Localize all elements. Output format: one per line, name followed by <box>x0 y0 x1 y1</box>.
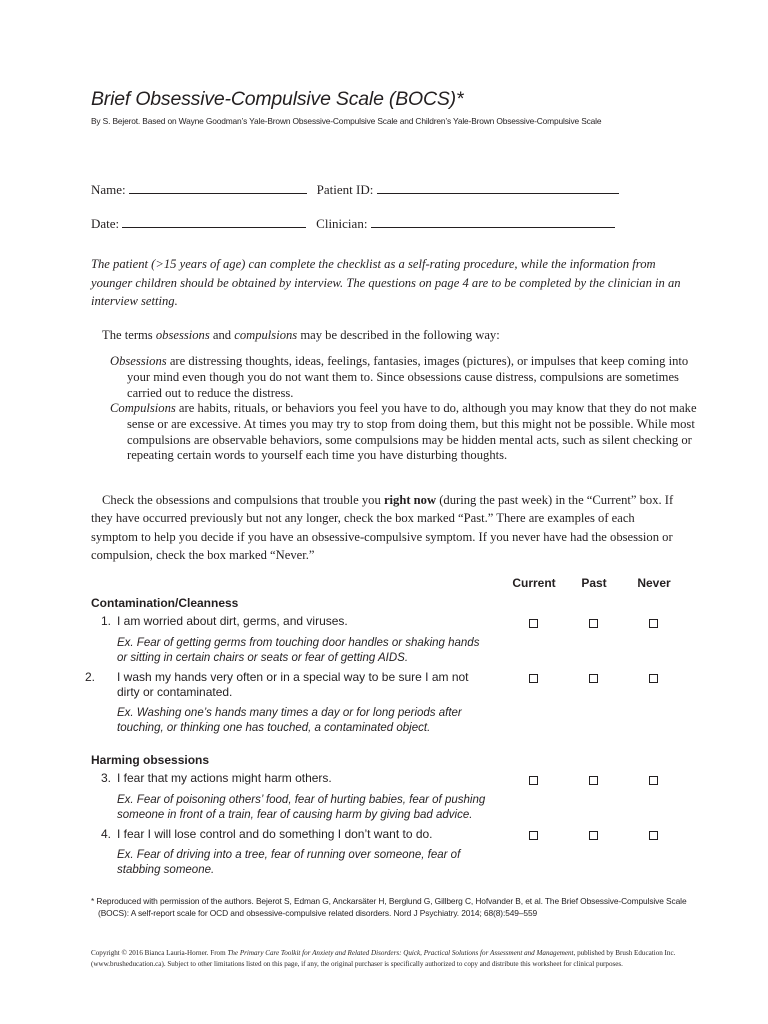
column-header-current: Current <box>512 576 556 590</box>
current-checkbox[interactable] <box>529 776 538 785</box>
question-item: 3. I fear that my actions might harm others. <box>101 771 332 785</box>
patient-id-label: Patient ID: <box>316 182 374 197</box>
current-checkbox[interactable] <box>529 619 538 628</box>
past-checkbox[interactable] <box>589 776 598 785</box>
never-checkbox[interactable] <box>649 619 658 628</box>
past-checkbox[interactable] <box>589 619 598 628</box>
name-field[interactable] <box>129 182 307 194</box>
name-patient-row <box>91 182 619 198</box>
question-item: 2. I wash my hands very often or in a special way to be sure I am not dirty or contaminated. <box>85 670 469 699</box>
name-label: Name: <box>91 182 126 197</box>
terms-paragraph: The terms obsessions and compulsions may be described in the following way: <box>102 328 500 342</box>
column-header-past: Past <box>581 576 607 590</box>
book-title: The Primary Care Toolkit for Anxiety and Related Disorders: Quick, Practical Solutions for Assessment and Management <box>227 949 574 957</box>
never-checkbox[interactable] <box>649 831 658 840</box>
section-heading-contamination: Contamination/Cleanness <box>91 596 239 610</box>
question-example: Ex. Washing one’s hands many times a day or for long periods after touching, or thinking one has touched, a contaminated object. <box>117 707 462 735</box>
date-field[interactable] <box>122 216 306 228</box>
current-checkbox[interactable] <box>529 674 538 683</box>
obsessions-definition: Obsessions are distressing thoughts, ideas, feelings, fantasies, images (pictures), or impulses that keep coming into your mind even though you do not want them to. Since obsessions cause distress, compulsions are sometimes carried out to reduce the distress. <box>110 354 689 400</box>
current-checkbox[interactable] <box>529 831 538 840</box>
past-checkbox[interactable] <box>589 831 598 840</box>
column-header-never: Never <box>637 576 671 590</box>
right-now-emphasis: right now <box>383 493 437 507</box>
obsessions-term: obsessions <box>155 328 210 342</box>
question-item: 1. I am worried about dirt, germs, and viruses. <box>101 614 348 628</box>
copyright-notice: Copyright © 2016 Bianca Lauria-Horner. From The Primary Care Toolkit for Anxiety and Related Disorders: Quick, Practical Solutions for Assessment and Management, published by Brush Education Inc. (www.brusheducation.ca). Subject to other limitations listed on this page, if any, the original purchaser is specifically authorized to copy and distribute this worksheet for clinical purposes. <box>91 949 676 968</box>
compulsions-definition: Compulsions are habits, rituals, or behaviors you feel you have to do, although you may know that they do not make sense or are excessive. At times you may try to stop from doing them, but this might not be possible. While most compulsions are observable behaviors, some compulsions may be hidden mental acts, such as silent checking or repeating certain words to yourself each time you have disturbing thoughts. <box>110 401 697 463</box>
instructions-paragraph: Check the obsessions and compulsions that trouble you right now (during the past week) in the “Current” box. If they have occurred previously but not any longer, check the box marked “Past.” There are examples of each symptom to help you decide if you have an obsessive-compulsive symptom. If you never have had the obsession or compulsion, check the box marked “Never.” <box>91 493 674 562</box>
section-heading-harming: Harming obsessions <box>91 753 210 767</box>
page-title: Brief Obsessive-Compulsive Scale (BOCS)* <box>91 88 464 110</box>
date-clinician-row <box>91 216 615 232</box>
intro-text: The patient (>15 years of age) can complete the checklist as a self-rating procedure, while the information from younger children should be obtained by interview. The questions on page 4 are to be completed by the clinician in an interview setting. <box>91 257 681 308</box>
compulsions-term: compulsions <box>234 328 298 342</box>
clinician-label: Clinician: <box>316 216 368 231</box>
date-label: Date: <box>91 216 120 231</box>
past-checkbox[interactable] <box>589 674 598 683</box>
never-checkbox[interactable] <box>649 674 658 683</box>
never-checkbox[interactable] <box>649 776 658 785</box>
byline: By S. Bejerot. Based on Wayne Goodman’s Yale-Brown Obsessive-Compulsive Scale and Children’s Yale-Brown Obsessive-Compulsive Scale <box>91 116 602 126</box>
question-example: Ex. Fear of poisoning others’ food, fear of hurting babies, fear of pushing someone in front of a train, fear of causing harm by giving bad advice. <box>117 794 486 822</box>
footnote: * Reproduced with permission of the authors. Bejerot S, Edman G, Anckarsäter H, Berglund G, Gillberg C, Hofvander B, et al. The Brief Obsessive-Compulsive Scale (BOCS): A self-report scale for OCD and obsessive-compulsive related disorders. Nord J Psychiatry. 2014; 68(8):549–559 <box>91 896 687 918</box>
question-example: Ex. Fear of getting germs from touching door handles or shaking hands or sitting in certain chairs or seats or fear of getting AIDS. <box>117 637 480 665</box>
patient-id-field[interactable] <box>377 182 619 194</box>
question-example: Ex. Fear of driving into a tree, fear of running over someone, fear of stabbing someone. <box>117 849 461 877</box>
question-item: 4. I fear I will lose control and do something I don’t want to do. <box>101 827 433 841</box>
clinician-field[interactable] <box>371 216 615 228</box>
